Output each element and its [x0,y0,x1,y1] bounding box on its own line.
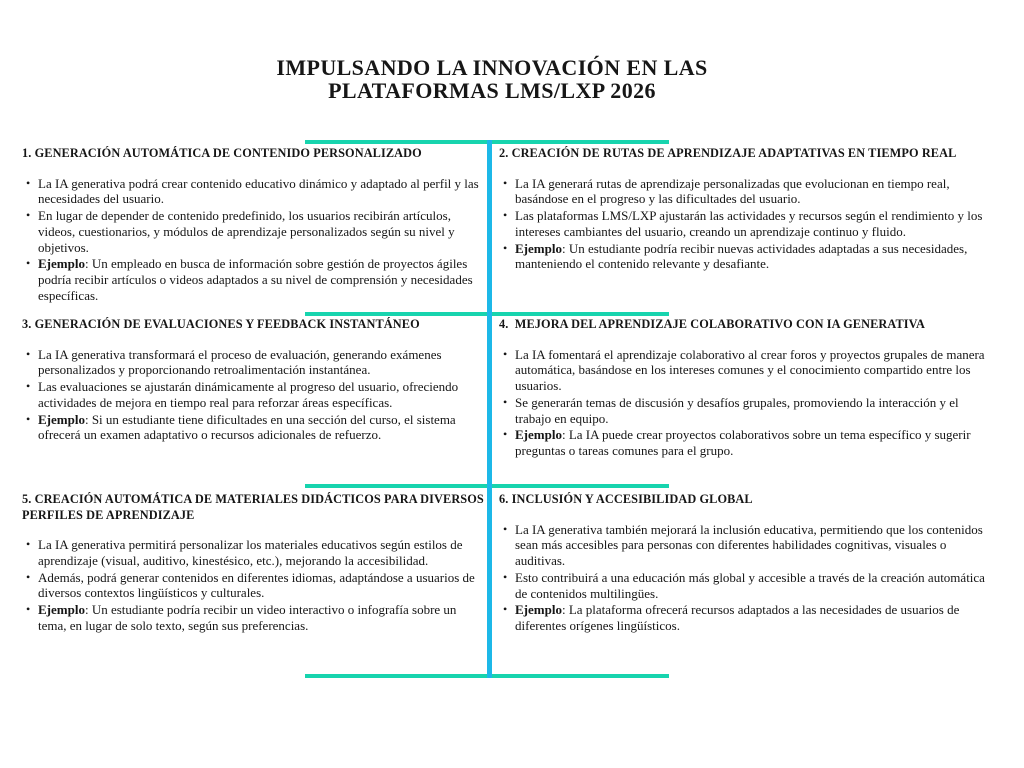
section-5-heading: 5. CREACIÓN AUTOMÁTICA DE MATERIALES DIDÁCTICOS PARA DIVERSOS PERFILES DE APRENDIZAJE [22,492,484,522]
bullet-item: • Además, podrá generar contenidos en diferentes idiomas, adaptándose a usuarios de diversos contextos lingüísticos y culturales. [38,570,484,602]
section-3-heading: 3. GENERACIÓN DE EVALUACIONES Y FEEDBACK INSTANTÁNEO [22,317,420,331]
section-4-bullet-list [497,347,993,460]
section-2-rutas-aprendizaje-adaptativas [497,146,993,273]
bullet-bold-prefix: Ejemplo [515,240,562,256]
bullet-item: • Ejemplo: La IA puede crear proyectos colaborativos sobre un tema específico y sugerir preguntas o tareas comunes para el grupo. [515,427,993,459]
bullet-item: • La IA generativa transformará el proceso de evaluación, generando exámenes personalizados y proporcionando retroalimentación instantánea. [38,347,484,379]
bullet-bold-prefix: Ejemplo [38,602,85,618]
bullet-item: • En lugar de depender de contenido predefinido, los usuarios recibirán artículos, videos, cuestionarios, y módulos de aprendizaje personalizados según su nivel y objetivos. [38,208,484,255]
section-3-bullet-list [20,347,484,444]
page-title-line-2: PLATAFORMAS LMS/LXP 2026 [328,78,656,103]
section-5-materiales-didacticos [20,492,484,635]
section-5-bullet-list [20,537,484,634]
section-4-aprendizaje-colaborativo [497,317,993,460]
bullet-bold-prefix: Ejemplo [515,602,562,618]
bullet-item: • Esto contribuirá a una educación más global y accesible a través de la creación automática de contenidos multilingües. [515,570,993,602]
section-2-heading: 2. CREACIÓN DE RUTAS DE APRENDIZAJE ADAPTATIVAS EN TIEMPO REAL [499,146,957,160]
section-6-inclusion-accesibilidad [497,492,993,635]
bullet-item: • La IA generará rutas de aprendizaje personalizadas que evolucionan en tiempo real, basándose en el progreso y las dificultades del usuario. [515,176,993,208]
section-3-evaluaciones-feedback [20,317,484,444]
divider-vertical-center [487,140,492,678]
bullet-item: • Las plataformas LMS/LXP ajustarán las actividades y recursos según el rendimiento y los intereses cambiantes del usuario, creando un aprendizaje continuo y fluido. [515,208,993,240]
bullet-item: • Ejemplo: Un empleado en busca de información sobre gestión de proyectos ágiles podría recibir artículos o videos adaptados a su nivel de comprensión y necesidades específicas. [38,256,484,303]
bullet-bold-prefix: Ejemplo [38,411,85,427]
section-1-bullet-list [20,176,484,304]
page-title-line-1: IMPULSANDO LA INNOVACIÓN EN LAS [276,55,708,80]
bullet-item: • Ejemplo: Un estudiante podría recibir un video interactivo o infografía sobre un tema, en lugar de solo texto, según sus preferencias. [38,602,484,634]
bullet-item: • Ejemplo: Si un estudiante tiene dificultades en una sección del curso, el sistema ofrecerá un examen adaptativo o recursos adicionales de refuerzo. [38,412,484,444]
bullet-item: • La IA fomentará el aprendizaje colaborativo al crear foros y proyectos grupales de manera automática, basándose en los intereses comunes y el conocimiento compartido entre los usuarios. [515,347,993,394]
section-1-generacion-contenido-personalizado [20,146,484,305]
bullet-item: • La IA generativa permitirá personalizar los materiales educativos según estilos de aprendizaje (visual, auditivo, kinestésico, etc.), mejorando la accesibilidad. [38,537,484,569]
bullet-bold-prefix: Ejemplo [38,256,85,272]
section-4-heading: 4. MEJORA DEL APRENDIZAJE COLABORATIVO CON IA GENERATIVA [499,317,926,331]
section-6-heading: 6. INCLUSIÓN Y ACCESIBILIDAD GLOBAL [499,492,753,506]
section-1-heading: 1. GENERACIÓN AUTOMÁTICA DE CONTENIDO PERSONALIZADO [22,146,422,160]
section-6-bullet-list [497,522,993,635]
bullet-item: • Las evaluaciones se ajustarán dinámicamente al progreso del usuario, ofreciendo actividades de mejora en tiempo real para reforzar áreas específicas. [38,379,484,411]
bullet-item: • La IA generativa también mejorará la inclusión educativa, permitiendo que los contenidos sean más accesibles para personas con diferentes habilidades cognitivas, visuales o auditivas. [515,522,993,569]
bullet-item: • La IA generativa podrá crear contenido educativo dinámico y adaptado al perfil y las necesidades del usuario. [38,176,484,208]
bullet-item: • Ejemplo: La plataforma ofrecerá recursos adaptados a las necesidades de usuarios de diferentes orígenes lingüísticos. [515,602,993,634]
page-title [0,56,984,102]
section-2-bullet-list [497,176,993,273]
bullet-item: • Se generarán temas de discusión y desafíos grupales, promoviendo la interacción y el trabajo en equipo. [515,395,993,427]
bullet-item: • Ejemplo: Un estudiante podría recibir nuevas actividades adaptadas a sus necesidades, manteniendo el contenido relevante y desafiante. [515,241,993,273]
bullet-bold-prefix: Ejemplo [515,427,562,443]
